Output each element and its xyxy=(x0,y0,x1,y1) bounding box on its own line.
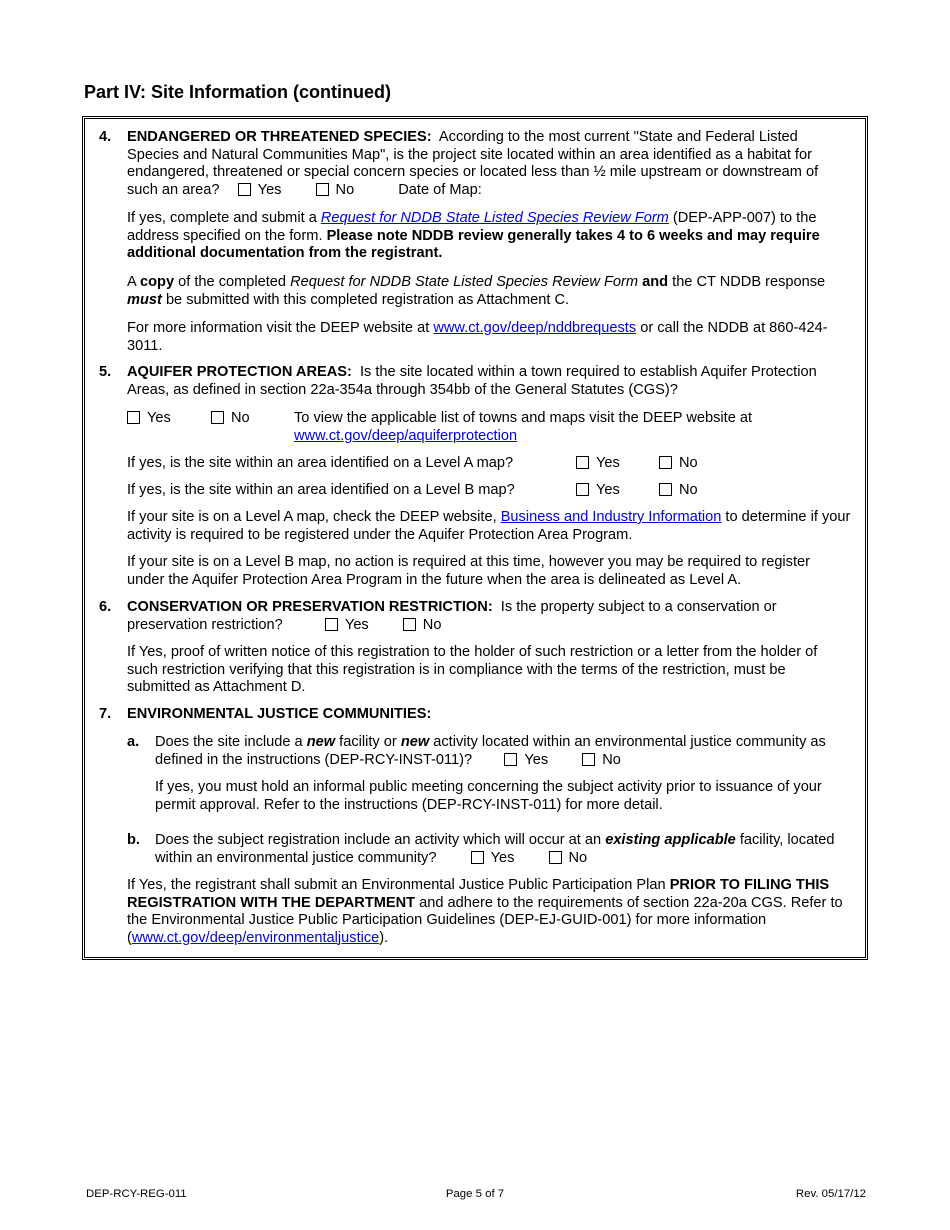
s7b-yes-label: Yes xyxy=(490,849,515,866)
s7a-paragraph-text: If yes, you must hold an informal public meeting concerning the subject activity prior to issuance of your permit approval. Refer to the instructions (DEP-RCY-INST-011) for more detail. xyxy=(155,779,822,813)
s7-ej-text-2: and adhere to the requirements of section 22a-20a CGS. Refer to the Environmental Justice Public Participation Guidelines (DEP-EJ-GUID-001) for more information ( xyxy=(127,894,843,946)
s4-p2-text-a: A xyxy=(127,274,136,290)
s4-p2-text-d: be submitted with this completed registration as Attachment C. xyxy=(165,291,570,308)
section-4-question: According to the most current "State and Federal Listed Species and Natural Communities Map", is the project site located within an area identified as a habitat for endangered, threatened or special concern species or located less than ½ mile upstream or downstream of such an area? xyxy=(127,129,819,198)
s4-yes-label: Yes xyxy=(257,181,282,198)
nddb-review-form-link[interactable]: Request for NDDB State Listed Species Review Form xyxy=(320,210,669,226)
s4-p2-must: must xyxy=(127,291,162,308)
section-7a-paragraph xyxy=(127,779,851,814)
s6-no-label: No xyxy=(422,616,442,633)
section-7a-label: a. xyxy=(127,734,140,750)
s7a-no-label: No xyxy=(602,751,621,768)
s4-p1-text-a: If yes, complete and submit a xyxy=(127,210,317,226)
s4-yes-checkbox[interactable] xyxy=(238,183,251,196)
section-6-number: 6. xyxy=(99,599,112,615)
s7b-yes-checkbox[interactable] xyxy=(471,851,484,864)
section-5-number: 5. xyxy=(99,364,112,380)
s4-p3-text-b: or call the NDDB at 860-424-3011. xyxy=(127,320,828,354)
footer-revision: Rev. 05/17/12 xyxy=(795,1188,866,1200)
aquifer-protection-link[interactable]: www.ct.gov/deep/aquiferprotection xyxy=(294,427,518,444)
section-6-text: If Yes, proof of written notice of this registration to the holder of such restriction or a letter from the holder of such restriction verifying that this registration is in compliance with the terms of the restriction, must be submitted as Attachment D. xyxy=(127,644,818,696)
section-6-heading: CONSERVATION OR PRESERVATION RESTRICTION: xyxy=(127,599,493,615)
footer-page-number: Page 5 of 7 xyxy=(445,1188,505,1200)
s5-yes-label: Yes xyxy=(147,410,171,426)
section-4 xyxy=(85,129,865,199)
section-4-heading: ENDANGERED OR THREATENED SPECIES: xyxy=(127,129,432,145)
s4-no-checkbox[interactable] xyxy=(316,183,329,196)
level-a-paragraph xyxy=(85,509,865,544)
s4-p2-and: and xyxy=(642,274,669,290)
level-a-yes-label: Yes xyxy=(596,455,620,471)
section-7-ej-paragraph xyxy=(85,877,865,947)
section-6-question: Is the property subject to a conservation or preservation restriction? xyxy=(127,599,777,633)
s7b-text-1: Does the subject registration include an activity which will occur at an xyxy=(155,832,602,848)
s7-ej-text-1: If Yes, the registrant shall submit an Environmental Justice Public Participation Plan xyxy=(127,877,666,893)
s5-no-label: No xyxy=(231,410,250,426)
s4-p2-copy: copy xyxy=(140,274,175,290)
s7-ej-bold: PRIOR TO FILING THIS REGISTRATION WITH THE DEPARTMENT xyxy=(127,877,830,911)
environmental-justice-link[interactable]: www.ct.gov/deep/environmentaljustice xyxy=(131,929,380,946)
level-a-text-2: to determine if your activity is required to be registered under the Aquifer Protection Area Program. xyxy=(127,509,851,543)
s4-p3-text-a: For more information visit the DEEP website at xyxy=(127,320,430,336)
business-industry-link[interactable]: Business and Industry Information xyxy=(500,509,722,525)
s4-p2-form-name: Request for NDDB State Listed Species Review Form xyxy=(290,274,639,290)
section-7b xyxy=(127,832,851,867)
s5-yes-checkbox[interactable] xyxy=(127,411,140,424)
s4-p2-text-c: the CT NDDB response xyxy=(672,274,826,290)
level-a-text-1: If your site is on a Level A map, check the DEEP website, xyxy=(127,509,497,525)
s7a-new-2: new xyxy=(400,734,430,750)
s7a-yes-checkbox[interactable] xyxy=(504,753,517,766)
s7a-text-2: facility or xyxy=(339,734,397,750)
s4-p1-text-b: (DEP-APP-007) to the address specified on the form. xyxy=(127,210,817,244)
level-b-no-checkbox[interactable] xyxy=(659,483,672,496)
level-a-yes-checkbox[interactable] xyxy=(576,456,589,469)
level-b-paragraph xyxy=(85,554,865,589)
section-4-number: 4. xyxy=(99,129,112,145)
section-6 xyxy=(85,599,865,634)
part-title: Part IV: Site Information (continued) xyxy=(84,82,392,102)
site-information-frame xyxy=(82,116,868,960)
s7b-no-label: No xyxy=(568,849,588,866)
nddb-requests-link[interactable]: www.ct.gov/deep/nddbrequests xyxy=(433,320,637,336)
section-7b-label: b. xyxy=(127,832,140,848)
s7a-new-1: new xyxy=(306,734,336,750)
section-7-heading: ENVIRONMENTAL JUSTICE COMMUNITIES: xyxy=(127,706,432,722)
s4-no-label: No xyxy=(335,181,355,198)
section-5 xyxy=(85,364,865,399)
date-of-map-label: Date of Map: xyxy=(398,181,482,198)
s7-ej-text-3: ). xyxy=(379,929,389,946)
section-4-copy-paragraph xyxy=(85,274,865,309)
s7a-text-1: Does the site include a xyxy=(155,734,303,750)
section-4-nddb-form-paragraph xyxy=(85,210,865,263)
s6-no-checkbox[interactable] xyxy=(403,618,416,631)
s4-p1-bold-note: Please note NDDB review generally takes 4 to 6 weeks and may require additional documentation from the registrant. xyxy=(127,227,820,262)
s7b-text-2: facility, located within an environmental justice community? xyxy=(155,832,835,866)
s7b-existing-applicable: existing applicable xyxy=(605,832,736,848)
s7a-no-checkbox[interactable] xyxy=(582,753,595,766)
level-a-no-checkbox[interactable] xyxy=(659,456,672,469)
section-7-number: 7. xyxy=(99,706,112,722)
s6-yes-checkbox[interactable] xyxy=(325,618,338,631)
section-7 xyxy=(85,706,865,724)
s7b-no-checkbox[interactable] xyxy=(549,851,562,864)
section-5-heading: AQUIFER PROTECTION AREAS: xyxy=(127,364,352,380)
level-a-no-label: No xyxy=(679,455,698,471)
section-5-question: Is the site located within a town required to establish Aquifer Protection Areas, as defined in section 22a-354a through 354bb of the General Statutes (CGS)? xyxy=(127,364,817,398)
s5-no-checkbox[interactable] xyxy=(211,411,224,424)
aquifer-view-text: To view the applicable list of towns and maps visit the DEEP website at xyxy=(294,410,753,426)
footer-form-id: DEP-RCY-REG-011 xyxy=(86,1188,187,1200)
level-b-yes-label: Yes xyxy=(596,482,620,498)
section-7a xyxy=(127,734,851,769)
s7a-text-3: activity located within an environmental justice community as defined in the instructions (DEP-RCY-INST-011)? xyxy=(155,734,826,768)
level-a-question: If yes, is the site within an area identified on a Level A map? xyxy=(127,455,514,471)
section-6-paragraph xyxy=(85,644,865,697)
section-4-more-info-paragraph xyxy=(85,320,865,355)
s4-p2-text-b: of the completed xyxy=(178,274,287,290)
level-b-yes-checkbox[interactable] xyxy=(576,483,589,496)
level-b-question: If yes, is the site within an area identified on a Level B map? xyxy=(127,482,515,498)
s7a-yes-label: Yes xyxy=(524,751,549,768)
s6-yes-label: Yes xyxy=(344,616,369,633)
level-b-text: If your site is on a Level B map, no action is required at this time, however you may be required to register under the Aquifer Protection Area Program in the future when the area is delineated as Level A. xyxy=(127,554,810,588)
level-b-no-label: No xyxy=(679,482,698,498)
